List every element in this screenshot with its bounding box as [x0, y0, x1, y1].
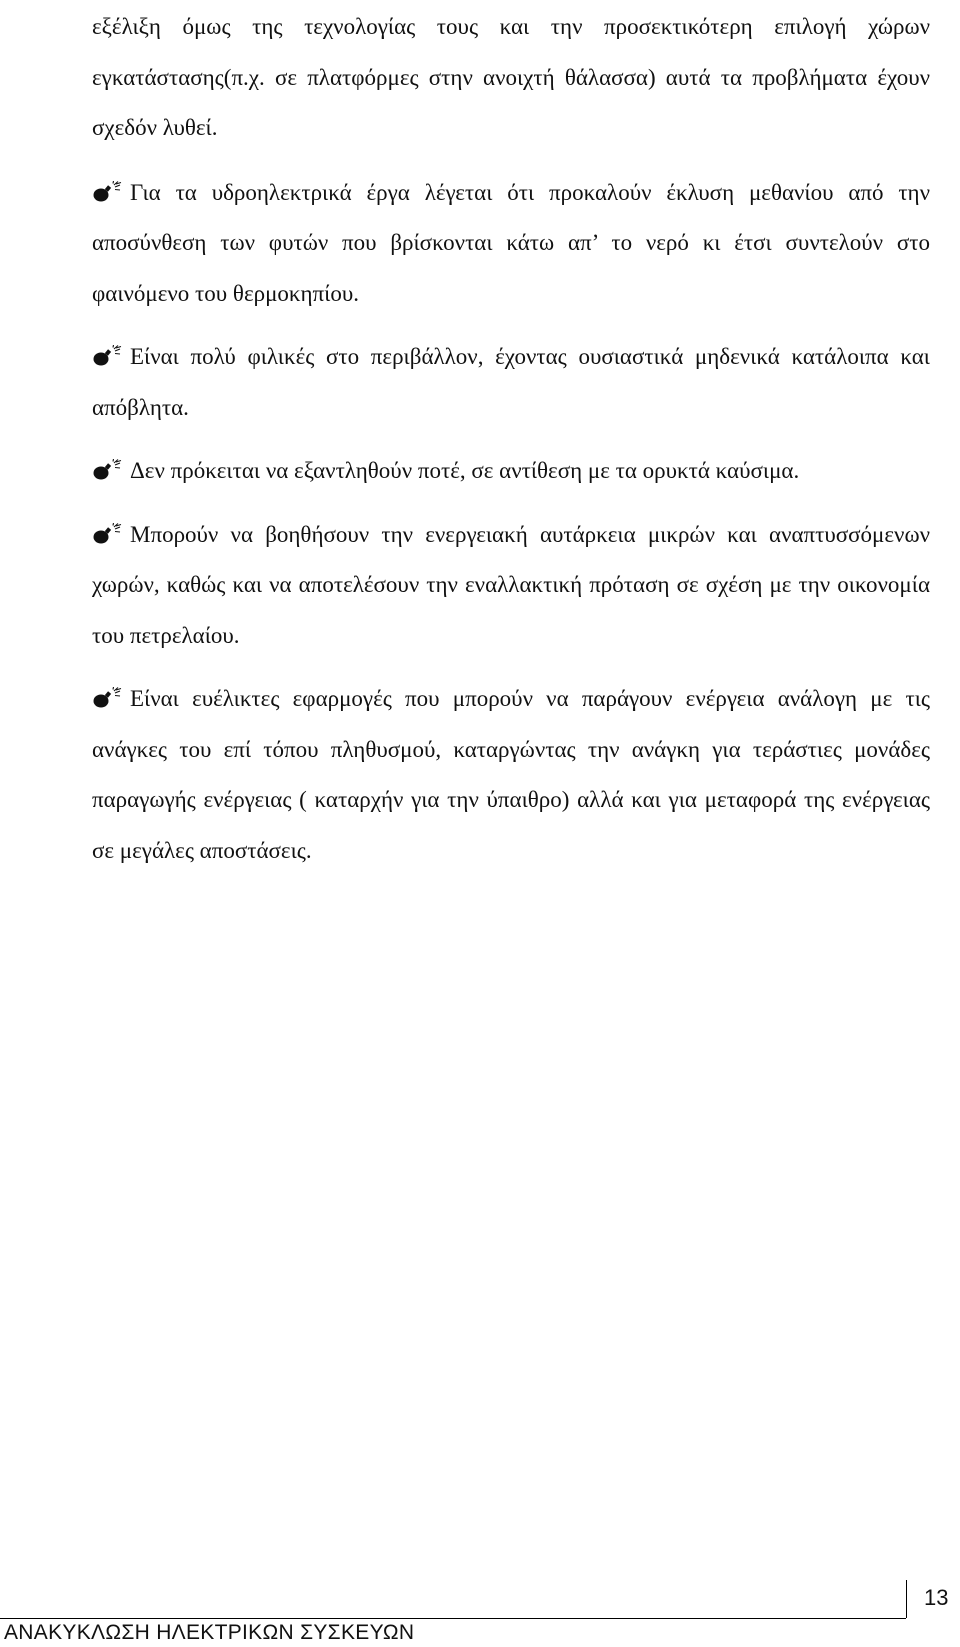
- bullet-text: Είναι πολύ φιλικές στο περιβάλλον, έχοντας ουσιαστικά μηδενικά κατάλοιπα και απόβλητα.: [92, 344, 930, 420]
- bomb-icon: [92, 523, 130, 545]
- bomb-icon: [92, 459, 130, 481]
- bomb-icon: [92, 345, 130, 367]
- bomb-icon: [92, 181, 130, 203]
- bullet-item: [92, 674, 930, 876]
- bullet-item: [92, 332, 930, 433]
- bullet-item: [92, 510, 930, 662]
- bullet-text: Είναι ευέλικτες εφαρμογές που μπορούν να παράγουν ενέργεια ανάλογη με τις ανάγκες του επί τόπου πληθυσμού, καταργώντας την ανάγκη για τεράστιες μονάδες παραγωγής ενέργειας ( καταρχήν για την ύπαιθρο) αλλά και για μεταφορά της ενέργειας σε μεγάλες αποστάσεις.: [92, 686, 930, 863]
- bullet-text: Για τα υδροηλεκτρικά έργα λέγεται ότι προκαλούν έκλυση μεθανίου από την αποσύνθεση των φυτών που βρίσκονται κάτω απ’ το νερό κι έτσι συντελούν στο φαινόμενο του θερμοκηπίου.: [92, 179, 930, 306]
- bullet-text: Δεν πρόκειται να εξαντληθούν ποτέ, σε αντίθεση με τα ορυκτά καύσιμα.: [130, 458, 800, 483]
- bullet-item: [92, 446, 930, 497]
- bomb-icon: [92, 687, 130, 709]
- paragraph-continuation: εξέλιξη όμως της τεχνολογίας τους και την προσεκτικότερη επιλογή χώρων εγκατάστασης(π.χ. σε πλατφόρμες στην ανοιχτή θάλασσα) αυτά τα προβλήματα έχουν σχεδόν λυθεί.: [92, 14, 930, 140]
- bullet-text: Μπορούν να βοηθήσουν την ενεργειακή αυτάρκεια μικρών και αναπτυσσόμενων χωρών, καθώς και να αποτελέσουν την εναλλακτική πρόταση σε σχέση με την οικονομία του πετρελαίου.: [92, 521, 930, 648]
- bullet-item: [92, 168, 930, 320]
- document-body: [92, 0, 930, 889]
- footer-title: ΑΝΑΚΥΚΛΩΣΗ ΗΛΕΚΤΡΙΚΩΝ ΣΥΣΚΕΥΩΝ: [4, 1621, 415, 1644]
- page-number: 13: [924, 1585, 949, 1610]
